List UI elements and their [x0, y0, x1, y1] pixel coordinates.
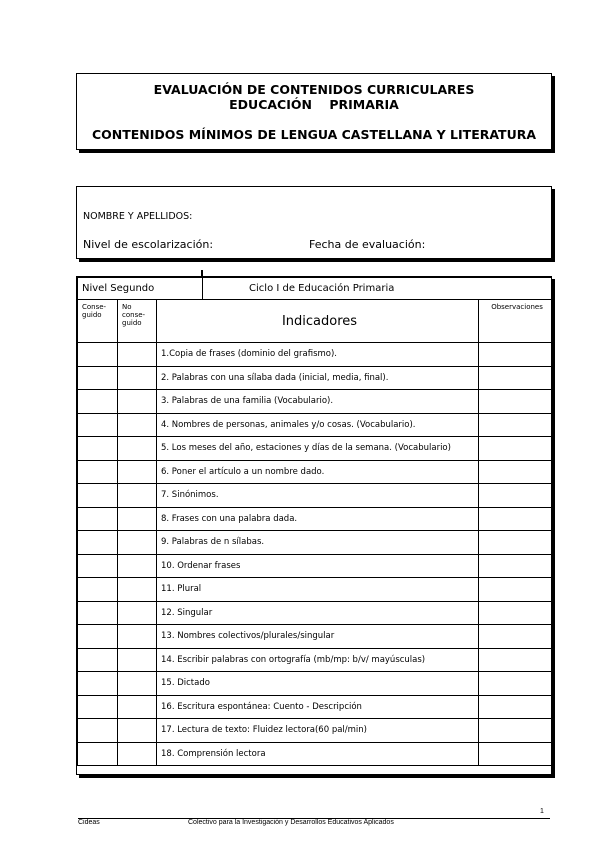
indicador-cell: 7. Sinónimos.: [157, 484, 479, 508]
no-conseguido-cell[interactable]: [118, 554, 157, 578]
conseguido-cell[interactable]: [78, 507, 118, 531]
no-conseguido-cell[interactable]: [118, 343, 157, 367]
table-row: [78, 484, 552, 508]
table-row: [78, 437, 552, 461]
name-label: NOMBRE Y APELLIDOS:: [83, 211, 193, 222]
table-row: [78, 695, 552, 719]
no-conseguido-cell[interactable]: [118, 695, 157, 719]
col-observaciones: Observaciones: [479, 300, 552, 343]
indicador-cell: 3. Palabras de una familia (Vocabulario).: [157, 390, 479, 414]
document-header: [76, 73, 552, 150]
observaciones-cell[interactable]: [479, 578, 552, 602]
no-conseguido-cell[interactable]: [118, 648, 157, 672]
table-row: [78, 742, 552, 766]
indicador-cell: 18. Comprensión lectora: [157, 742, 479, 766]
table-header-level-row: [78, 278, 552, 300]
observaciones-cell[interactable]: [479, 507, 552, 531]
no-conseguido-cell[interactable]: [118, 366, 157, 390]
evaluation-table: [77, 277, 552, 766]
observaciones-cell[interactable]: [479, 413, 552, 437]
col-indicadores: Indicadores: [157, 300, 479, 343]
indicador-cell: 16. Escritura espontánea: Cuento - Descripción: [157, 695, 479, 719]
conseguido-cell[interactable]: [78, 695, 118, 719]
table-header-columns-row: [78, 300, 552, 343]
conseguido-cell[interactable]: [78, 484, 118, 508]
indicador-cell: 11. Plural: [157, 578, 479, 602]
observaciones-cell[interactable]: [479, 601, 552, 625]
table-row: [78, 554, 552, 578]
no-conseguido-cell[interactable]: [118, 390, 157, 414]
header-subtitle: EDUCACIÓN PRIMARIA: [229, 97, 399, 112]
indicador-cell: 12. Singular: [157, 601, 479, 625]
conseguido-cell[interactable]: [78, 460, 118, 484]
no-conseguido-cell[interactable]: [118, 507, 157, 531]
observaciones-cell[interactable]: [479, 672, 552, 696]
table-row: [78, 601, 552, 625]
no-conseguido-cell[interactable]: [118, 437, 157, 461]
indicador-cell: 5. Los meses del año, estaciones y días de la semana. (Vocabulario): [157, 437, 479, 461]
table-row: [78, 719, 552, 743]
conseguido-cell[interactable]: [78, 672, 118, 696]
no-conseguido-cell[interactable]: [118, 672, 157, 696]
conseguido-cell[interactable]: [78, 719, 118, 743]
indicador-cell: 4. Nombres de personas, animales y/o cosas. (Vocabulario).: [157, 413, 479, 437]
observaciones-cell[interactable]: [479, 437, 552, 461]
table-row: [78, 648, 552, 672]
indicador-cell: 6. Poner el artículo a un nombre dado.: [157, 460, 479, 484]
level-cell: Nivel Segundo: [78, 278, 203, 300]
conseguido-cell[interactable]: [78, 366, 118, 390]
date-label: Fecha de evaluación:: [309, 238, 426, 251]
no-conseguido-cell[interactable]: [118, 578, 157, 602]
no-conseguido-cell[interactable]: [118, 601, 157, 625]
indicador-cell: 13. Nombres colectivos/plurales/singular: [157, 625, 479, 649]
no-conseguido-cell[interactable]: [118, 460, 157, 484]
table-row: [78, 343, 552, 367]
no-conseguido-cell[interactable]: [118, 625, 157, 649]
observaciones-cell[interactable]: [479, 648, 552, 672]
indicador-cell: 15. Dictado: [157, 672, 479, 696]
table-row: [78, 531, 552, 555]
indicador-cell: 9. Palabras de n sílabas.: [157, 531, 479, 555]
observaciones-cell[interactable]: [479, 390, 552, 414]
conseguido-cell[interactable]: [78, 413, 118, 437]
no-conseguido-cell[interactable]: [118, 742, 157, 766]
conseguido-cell[interactable]: [78, 648, 118, 672]
student-info-box: [76, 186, 552, 259]
table-row: [78, 507, 552, 531]
table-row: [78, 390, 552, 414]
no-conseguido-cell[interactable]: [118, 413, 157, 437]
conseguido-cell[interactable]: [78, 625, 118, 649]
conseguido-cell[interactable]: [78, 343, 118, 367]
table-row: [78, 625, 552, 649]
table-body: [78, 343, 552, 766]
indicador-cell: 1.Copia de frases (dominio del grafismo).: [157, 343, 479, 367]
observaciones-cell[interactable]: [479, 460, 552, 484]
observaciones-cell[interactable]: [479, 554, 552, 578]
header-title: EVALUACIÓN DE CONTENIDOS CURRICULARES: [153, 82, 475, 97]
observaciones-cell[interactable]: [479, 719, 552, 743]
evaluation-table-wrapper: [76, 276, 552, 775]
conseguido-cell[interactable]: [78, 437, 118, 461]
footer-center: Colectivo para la Investigación y Desarrollos Educativos Aplicados: [188, 819, 394, 826]
conseguido-cell[interactable]: [78, 531, 118, 555]
col-no-conseguido: No conse- guido: [118, 300, 157, 343]
observaciones-cell[interactable]: [479, 625, 552, 649]
table-row: [78, 460, 552, 484]
observaciones-cell[interactable]: [479, 742, 552, 766]
conseguido-cell[interactable]: [78, 578, 118, 602]
observaciones-cell[interactable]: [479, 366, 552, 390]
conseguido-cell[interactable]: [78, 601, 118, 625]
table-row: [78, 578, 552, 602]
indicador-cell: 10. Ordenar frases: [157, 554, 479, 578]
no-conseguido-cell[interactable]: [118, 531, 157, 555]
conseguido-cell[interactable]: [78, 554, 118, 578]
table-row: [78, 366, 552, 390]
observaciones-cell[interactable]: [479, 531, 552, 555]
page-number: 1: [540, 808, 544, 815]
header-subject: CONTENIDOS MÍNIMOS DE LENGUA CASTELLANA Y LITERATURA: [91, 127, 537, 142]
observaciones-cell[interactable]: [479, 343, 552, 367]
level-label: Nivel de escolarización:: [83, 238, 214, 251]
indicador-cell: 17. Lectura de texto: Fluidez lectora(60 pal/min): [157, 719, 479, 743]
table-row: [78, 672, 552, 696]
col-conseguido: Conse- guido: [78, 300, 118, 343]
conseguido-cell[interactable]: [78, 742, 118, 766]
observaciones-cell[interactable]: [479, 695, 552, 719]
indicador-cell: 8. Frases con una palabra dada.: [157, 507, 479, 531]
indicador-cell: 2. Palabras con una sílaba dada (inicial, media, final).: [157, 366, 479, 390]
cycle-cell: Ciclo I de Educación Primaria: [203, 278, 552, 300]
conseguido-cell[interactable]: [78, 390, 118, 414]
observaciones-cell[interactable]: [479, 484, 552, 508]
footer-left: Cideas: [78, 819, 100, 826]
table-row: [78, 413, 552, 437]
no-conseguido-cell[interactable]: [118, 719, 157, 743]
no-conseguido-cell[interactable]: [118, 484, 157, 508]
indicador-cell: 14. Escribir palabras con ortografía (mb/mp: b/v/ mayúsculas): [157, 648, 479, 672]
